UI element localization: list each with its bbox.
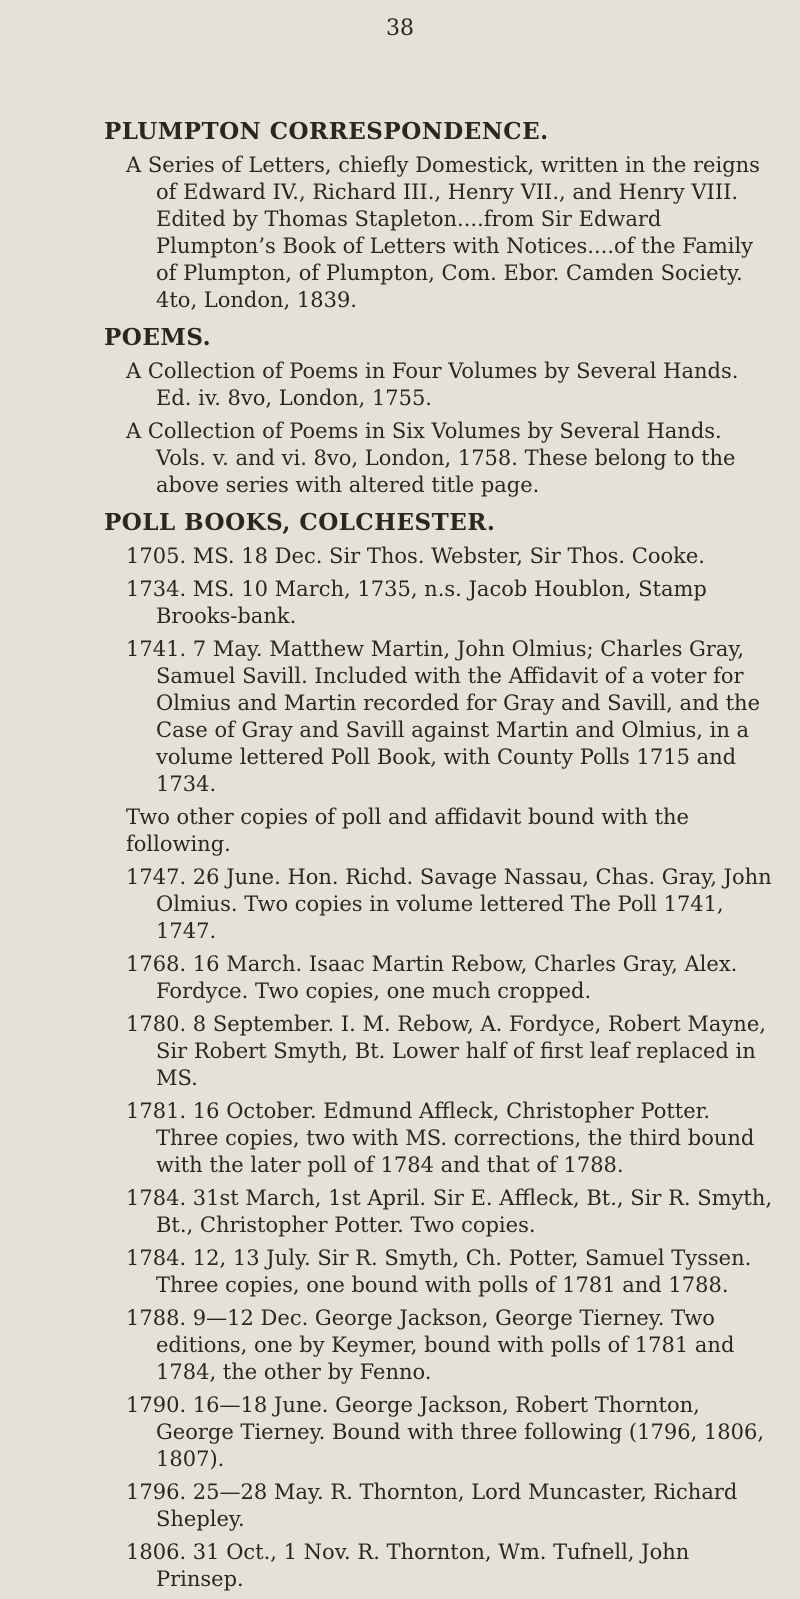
catalogue-entry: 1705. MS. 18 Dec. Sir Thos. Webster, Sir Thos. Cooke. (126, 544, 705, 568)
catalogue-entry: 1784. 12, 13 July. Sir R. Smyth, Ch. Potter, Samuel Tyssen. Three copies, one bound with polls of 1781 and 1788. (126, 1246, 752, 1297)
page-number: 38 (386, 16, 414, 41)
section-heading-poems: POEMS. (104, 324, 212, 351)
catalogue-entry: 1790. 16—18 June. George Jackson, Robert Thornton, George Tierney. Bound with three following (1796, 1806, 1807). (126, 1393, 765, 1471)
catalogue-entry: 1747. 26 June. Hon. Richd. Savage Nassau, Chas. Gray, John Olmius. Two copies in volume lettered The Poll 1741, 1747. (126, 865, 772, 943)
catalogue-entry: 1768. 16 March. Isaac Martin Rebow, Charles Gray, Alex. Fordyce. Two copies, one much cropped. (126, 952, 738, 1003)
catalogue-entry: 1806. 31 Oct., 1 Nov. R. Thornton, Wm. Tufnell, John Prinsep. (126, 1540, 690, 1591)
catalogue-entry: 1796. 25—28 May. R. Thornton, Lord Muncaster, Richard Shepley. (126, 1480, 738, 1531)
catalogue-entry: A Collection of Poems in Four Volumes by Several Hands. Ed. iv. 8vo, London, 1755. (126, 359, 739, 410)
catalogue-entry: A Collection of Poems in Six Volumes by Several Hands. Vols. v. and vi. 8vo, London, 1758. These belong to the above series with altered title page. (126, 419, 736, 497)
catalogue-entry: A Series of Letters, chiefly Domestick, written in the reigns of Edward IV., Richard III., Henry VII., and Henry VIII. Edited by Thomas Stapleton....from Sir Edward Plumpton’s Book of Letters with Notices....of the Family of Plumpton, of Plumpton, Com. Ebor. Camden Society. 4to, London, 1839. (126, 153, 760, 312)
catalogue-content (104, 108, 774, 1599)
catalogue-entry: 1788. 9—12 Dec. George Jackson, George Tierney. Two editions, one by Keymer, bound with polls of 1781 and 1784, the other by Fenno. (126, 1306, 735, 1384)
catalogue-entry: 1784. 31st March, 1st April. Sir E. Affleck, Bt., Sir R. Smyth, Bt., Christopher Potter. Two copies. (126, 1186, 773, 1237)
catalogue-entry: 1741. 7 May. Matthew Martin, John Olmius; Charles Gray, Samuel Savill. Included with the Affidavit of a voter for Olmius and Martin recorded for Gray and Savill, and the Case of Gray and Savill against Martin and Olmius, in a volume lettered Poll Book, with County Polls 1715 and 1734. (126, 637, 761, 796)
catalogue-note: Two other copies of poll and affidavit bound with the following. (126, 805, 689, 856)
section-heading-plumpton: PLUMPTON CORRESPONDENCE. (104, 118, 549, 145)
catalogue-entry: 1781. 16 October. Edmund Affleck, Christopher Potter. Three copies, two with MS. corrections, the third bound with the later poll of 1784 and that of 1788. (126, 1099, 755, 1177)
catalogue-entry: 1734. MS. 10 March, 1735, n.s. Jacob Houblon, Stamp Brooks-bank. (126, 577, 707, 628)
catalogue-entry: 1780. 8 September. I. M. Rebow, A. Fordyce, Robert Mayne, Sir Robert Smyth, Bt. Lower half of first leaf replaced in MS. (126, 1012, 766, 1090)
section-heading-poll-books: POLL BOOKS, COLCHESTER. (104, 509, 496, 536)
